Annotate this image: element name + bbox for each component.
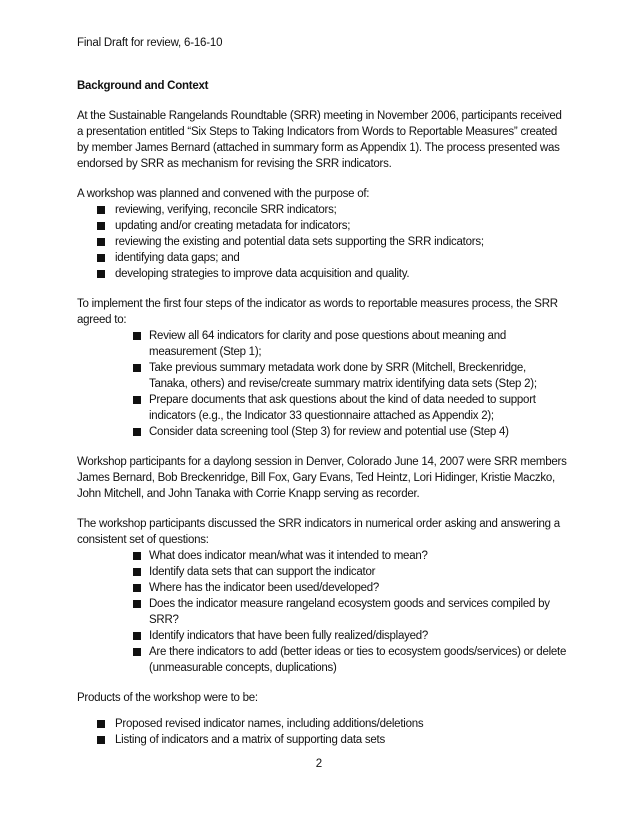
paragraph-workshop-purpose: A workshop was planned and convened with the purpose of: (77, 188, 370, 200)
square-bullet-icon (97, 270, 105, 278)
list-item: Review all 64 indicators for clarity and pose questions about meaning and measurement (Step 1); (97, 328, 567, 360)
list-item: Consider data screening tool (Step 3) for review and potential use (Step 4) (97, 424, 567, 440)
list-item: Prepare documents that ask questions about the kind of data needed to support indicators (e.g., the Indicator 33 questionnaire attached as Appendix 2); (97, 392, 567, 424)
list-item: Where has the indicator been used/developed? (97, 580, 567, 596)
square-bullet-icon (133, 568, 141, 576)
list-item: Identify indicators that have been fully realized/displayed? (97, 628, 567, 644)
questions-list (77, 548, 567, 676)
paragraph-discussion: The workshop participants discussed the SRR indicators in numerical order asking and answering a consistent set of questions: (77, 518, 560, 546)
list-item: Take previous summary metadata work done by SRR (Mitchell, Breckenridge, Tanaka, others) and revise/create summary matrix identifying data sets (Step 2); (97, 360, 567, 392)
paragraph-background: At the Sustainable Rangelands Roundtable (SRR) meeting in November 2006, participants received a presentation entitled “Six Steps to Taking Indicators from Words to Reportable Measures” created by member James Bernard (attached in summary form as Appendix 1). The process presented was endorsed by SRR as mechanism for revising the SRR indicators. (77, 110, 562, 170)
square-bullet-icon (133, 648, 141, 656)
paragraph-implementation: To implement the first four steps of the indicator as words to reportable measures process, the SRR agreed to: (77, 298, 558, 326)
page-number: 2 (315, 758, 323, 770)
products-list (77, 716, 567, 748)
list-item: Proposed revised indicator names, including additions/deletions (77, 716, 567, 732)
square-bullet-icon (97, 736, 105, 744)
square-bullet-icon (133, 396, 141, 404)
list-item: What does indicator mean/what was it intended to mean? (97, 548, 567, 564)
list-item: developing strategies to improve data acquisition and quality. (77, 266, 567, 282)
square-bullet-icon (97, 238, 105, 246)
square-bullet-icon (97, 222, 105, 230)
paragraph-products: Products of the workshop were to be: (77, 692, 258, 704)
square-bullet-icon (133, 364, 141, 372)
square-bullet-icon (133, 632, 141, 640)
list-item: updating and/or creating metadata for indicators; (77, 218, 567, 234)
document-body (77, 78, 567, 748)
paragraph-participants: Workshop participants for a daylong session in Denver, Colorado June 14, 2007 were SRR members James Bernard, Bob Breckenridge, Bill Fox, Gary Evans, Ted Heintz, Lori Hidinger, Kristie Maczko, John Mitchell, and John Tanaka with Corrie Knapp serving as recorder. (77, 456, 567, 500)
list-item: identifying data gaps; and (77, 250, 567, 266)
purpose-list (77, 202, 567, 282)
square-bullet-icon (97, 720, 105, 728)
list-item: reviewing the existing and potential data sets supporting the SRR indicators; (77, 234, 567, 250)
square-bullet-icon (133, 584, 141, 592)
list-item: Are there indicators to add (better ideas or ties to ecosystem goods/services) or delete (unmeasurable concepts, duplications) (97, 644, 567, 676)
list-item: Listing of indicators and a matrix of supporting data sets (77, 732, 567, 748)
steps-list (77, 328, 567, 440)
list-item: Does the indicator measure rangeland ecosystem goods and services compiled by SRR? (97, 596, 567, 628)
square-bullet-icon (97, 206, 105, 214)
page-header: Final Draft for review, 6-16-10 (77, 37, 223, 49)
list-item: Identify data sets that can support the indicator (97, 564, 567, 580)
section-heading: Background and Context (77, 80, 209, 92)
square-bullet-icon (133, 428, 141, 436)
square-bullet-icon (133, 600, 141, 608)
list-item: reviewing, verifying, reconcile SRR indicators; (77, 202, 567, 218)
square-bullet-icon (97, 254, 105, 262)
square-bullet-icon (133, 552, 141, 560)
square-bullet-icon (133, 332, 141, 340)
